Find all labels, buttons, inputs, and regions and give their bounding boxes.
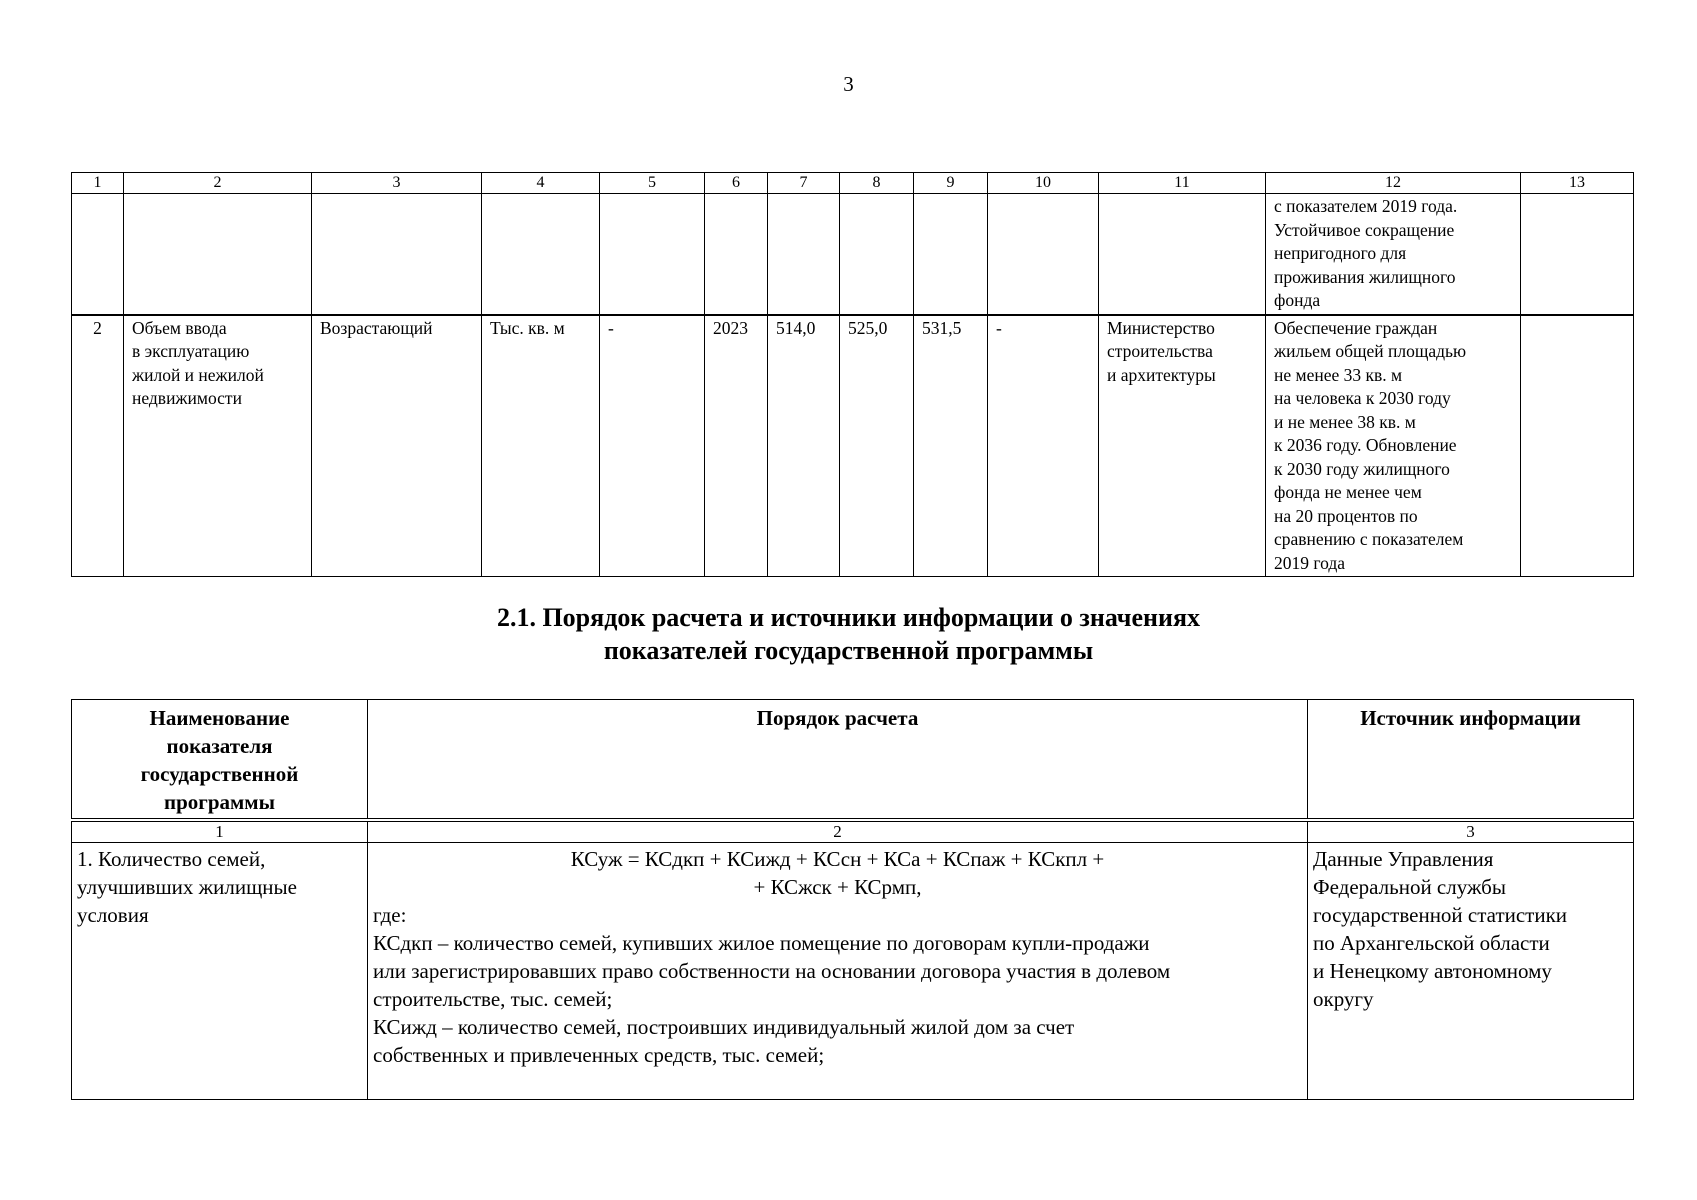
section-title-line: 2.1. Порядок расчета и источники информации о значениях [496,603,1201,632]
header-calculation-method: Порядок расчета [368,700,1308,821]
header-indicator-name: Наименование показателя государственной программы [72,700,368,821]
value-col7: 514,0 [768,315,840,577]
base-year: 2023 [705,315,768,577]
indicator-col13 [1521,315,1634,577]
goal-cell: Обеспечение граждан жильем общей площадью не менее 33 кв. м на человека к 2030 году и не менее 38 кв. м к 2036 году. Обновление к 2030 году жилищного фонда не менее чем на 20 процентов по сравнению с показателем 2019 года [1266,315,1521,577]
column-number: 8 [840,173,914,194]
section-title-line: показателей государственной программы [603,636,1094,665]
definition: КСижд – количество семей, построивших индивидуальный жилой дом за счет собственных и привлеченных средств, тыс. семей; [373,1015,1075,1067]
header-information-source: Источник информации [1308,700,1634,821]
table-row [72,843,1634,1100]
section-title [0,601,1697,667]
column-number: 5 [600,173,705,194]
formula-line: КСуж = КСдкп + КСижд + КСсн + КСа + КСпаж + КСкпл + [570,847,1105,871]
column-number: 1 [72,173,124,194]
row-number: 2 [72,315,124,577]
indicator-trend: Возрастающий [312,315,482,577]
column-number: 4 [482,173,600,194]
column-number: 12 [1266,173,1521,194]
column-number: 9 [914,173,988,194]
table-header-row [72,700,1634,821]
calculation-method [368,843,1308,1100]
column-number: 2 [368,820,1308,843]
value-col8: 525,0 [840,315,914,577]
table-row [72,315,1634,577]
definition: КСдкп – количество семей, купивших жилое помещение по договорам купли-продажи или зарегистрировавших право собственности на основании договора участия в долевом строительстве, тыс. семей; [373,931,1171,1011]
information-source: Данные Управления Федеральной службы государственной статистики по Архангельской области и Ненецкому автономному округу [1308,843,1634,1100]
column-number: 3 [312,173,482,194]
column-number: 10 [988,173,1099,194]
indicator-name: Объем ввода в эксплуатацию жилой и нежилой недвижимости [124,315,312,577]
column-number: 6 [705,173,768,194]
column-number: 11 [1099,173,1266,194]
column-number: 3 [1308,820,1634,843]
column-number: 1 [72,820,368,843]
goal-cell-continued: с показателем 2019 года. Устойчивое сокращение непригодного для проживания жилищного фонда [1266,194,1521,315]
indicator-col10: - [988,315,1099,577]
indicator-name: 1. Количество семей, улучшивших жилищные условия [72,843,368,1100]
indicators-table [71,172,1634,577]
responsible-body: Министерство строительства и архитектуры [1099,315,1266,577]
calculation-table [71,699,1634,1100]
indicator-unit: Тыс. кв. м [482,315,600,577]
where-label: где: [373,903,407,927]
indicator-col5: - [600,315,705,577]
column-number: 2 [124,173,312,194]
column-number: 13 [1521,173,1634,194]
column-numbers-row [72,820,1634,843]
column-number: 7 [768,173,840,194]
column-numbers-row [72,173,1634,194]
page-number: 3 [843,72,854,96]
table-row-continuation [72,194,1634,315]
value-col9: 531,5 [914,315,988,577]
formula-line: + КСжск + КСрмп, [753,875,922,899]
